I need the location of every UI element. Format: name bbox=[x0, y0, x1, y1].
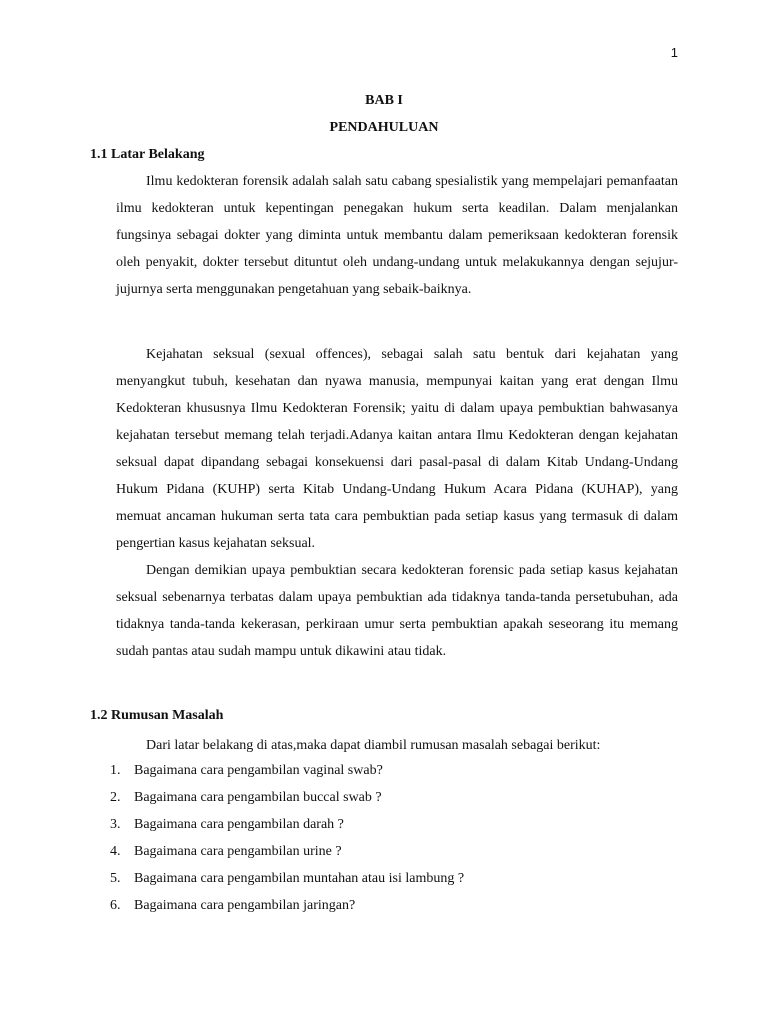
list-number: 6. bbox=[110, 898, 121, 913]
list-item bbox=[110, 894, 464, 921]
page-number: 1 bbox=[670, 45, 678, 60]
list-item bbox=[110, 867, 464, 894]
list-item bbox=[110, 813, 464, 840]
list-text: Bagaimana cara pengambilan jaringan? bbox=[134, 898, 356, 913]
section-heading-latar-belakang: 1.1 Latar Belakang bbox=[90, 147, 205, 162]
list-text: Bagaimana cara pengambilan urine ? bbox=[134, 844, 342, 859]
paragraph: Dengan demikian upaya pembuktian secara kedokteran forensic pada setiap kasus kejahatan seksual sebenarnya terbatas dalam upaya pembuktian ada tidaknya tanda-tanda persetubuhan, ada tidaknya tanda-tanda kekerasan, perkiraan umur serta pembuktian apakah seseorang itu memang sudah pantas atau sudah mampu untuk dikawini atau tidak. bbox=[116, 563, 678, 659]
paragraph: Ilmu kedokteran forensik adalah salah satu cabang spesialistik yang mempelajari pemanfaatan ilmu kedokteran untuk kepentingan penegakan hukum serta keadilan. Dalam menjalankan fungsinya sebagai dokter yang diminta untuk membantu dalam pemeriksaan kedokteran forensik oleh penyakit, dokter tersebut dituntut oleh undang-undang untuk melakukannya dengan sejujur-jujurnya serta menggunakan pengetahuan yang sebaik-baiknya. bbox=[116, 174, 678, 297]
chapter-label: BAB I bbox=[365, 93, 403, 108]
intro-paragraph: Dari latar belakang di atas,maka dapat diambil rumusan masalah sebagai berikut: bbox=[146, 738, 601, 753]
chapter-title: PENDAHULUAN bbox=[329, 120, 439, 135]
list-text: Bagaimana cara pengambilan buccal swab ? bbox=[134, 790, 382, 805]
paragraph: Kejahatan seksual (sexual offences), sebagai salah satu bentuk dari kejahatan yang menyangkut tubuh, kesehatan dan nyawa manusia, mempunyai kaitan yang erat dengan Ilmu Kedokteran khususnya Ilmu Kedokteran Forensik; yaitu di dalam upaya pembuktian bahwasanya kejahatan tersebut memang telah terjadi.Adanya kaitan antara Ilmu Kedokteran dengan kejahatan seksual dapat dipandang sebagai konsekuensi dari pasal-pasal di dalam Kitab Undang-Undang Hukum Pidana (KUHP) serta Kitab Undang-Undang Hukum Acara Pidana (KUHAP), yang memuat ancaman hukuman serta tata cara pembuktian pada setiap kasus yang termasuk di dalam pengertian kasus kejahatan seksual. bbox=[116, 347, 678, 551]
section-heading-rumusan-masalah: 1.2 Rumusan Masalah bbox=[90, 708, 224, 723]
list-text: Bagaimana cara pengambilan vaginal swab? bbox=[134, 763, 383, 778]
list-item bbox=[110, 786, 464, 813]
list-item bbox=[110, 840, 464, 867]
list-number: 3. bbox=[110, 817, 121, 832]
list-number: 2. bbox=[110, 790, 121, 805]
list-number: 1. bbox=[110, 763, 121, 778]
list-text: Bagaimana cara pengambilan muntahan atau isi lambung ? bbox=[134, 871, 465, 886]
list-text: Bagaimana cara pengambilan darah ? bbox=[134, 817, 344, 832]
list-item bbox=[110, 759, 464, 786]
list-number: 5. bbox=[110, 871, 121, 886]
list-number: 4. bbox=[110, 844, 121, 859]
problem-list bbox=[110, 759, 464, 921]
